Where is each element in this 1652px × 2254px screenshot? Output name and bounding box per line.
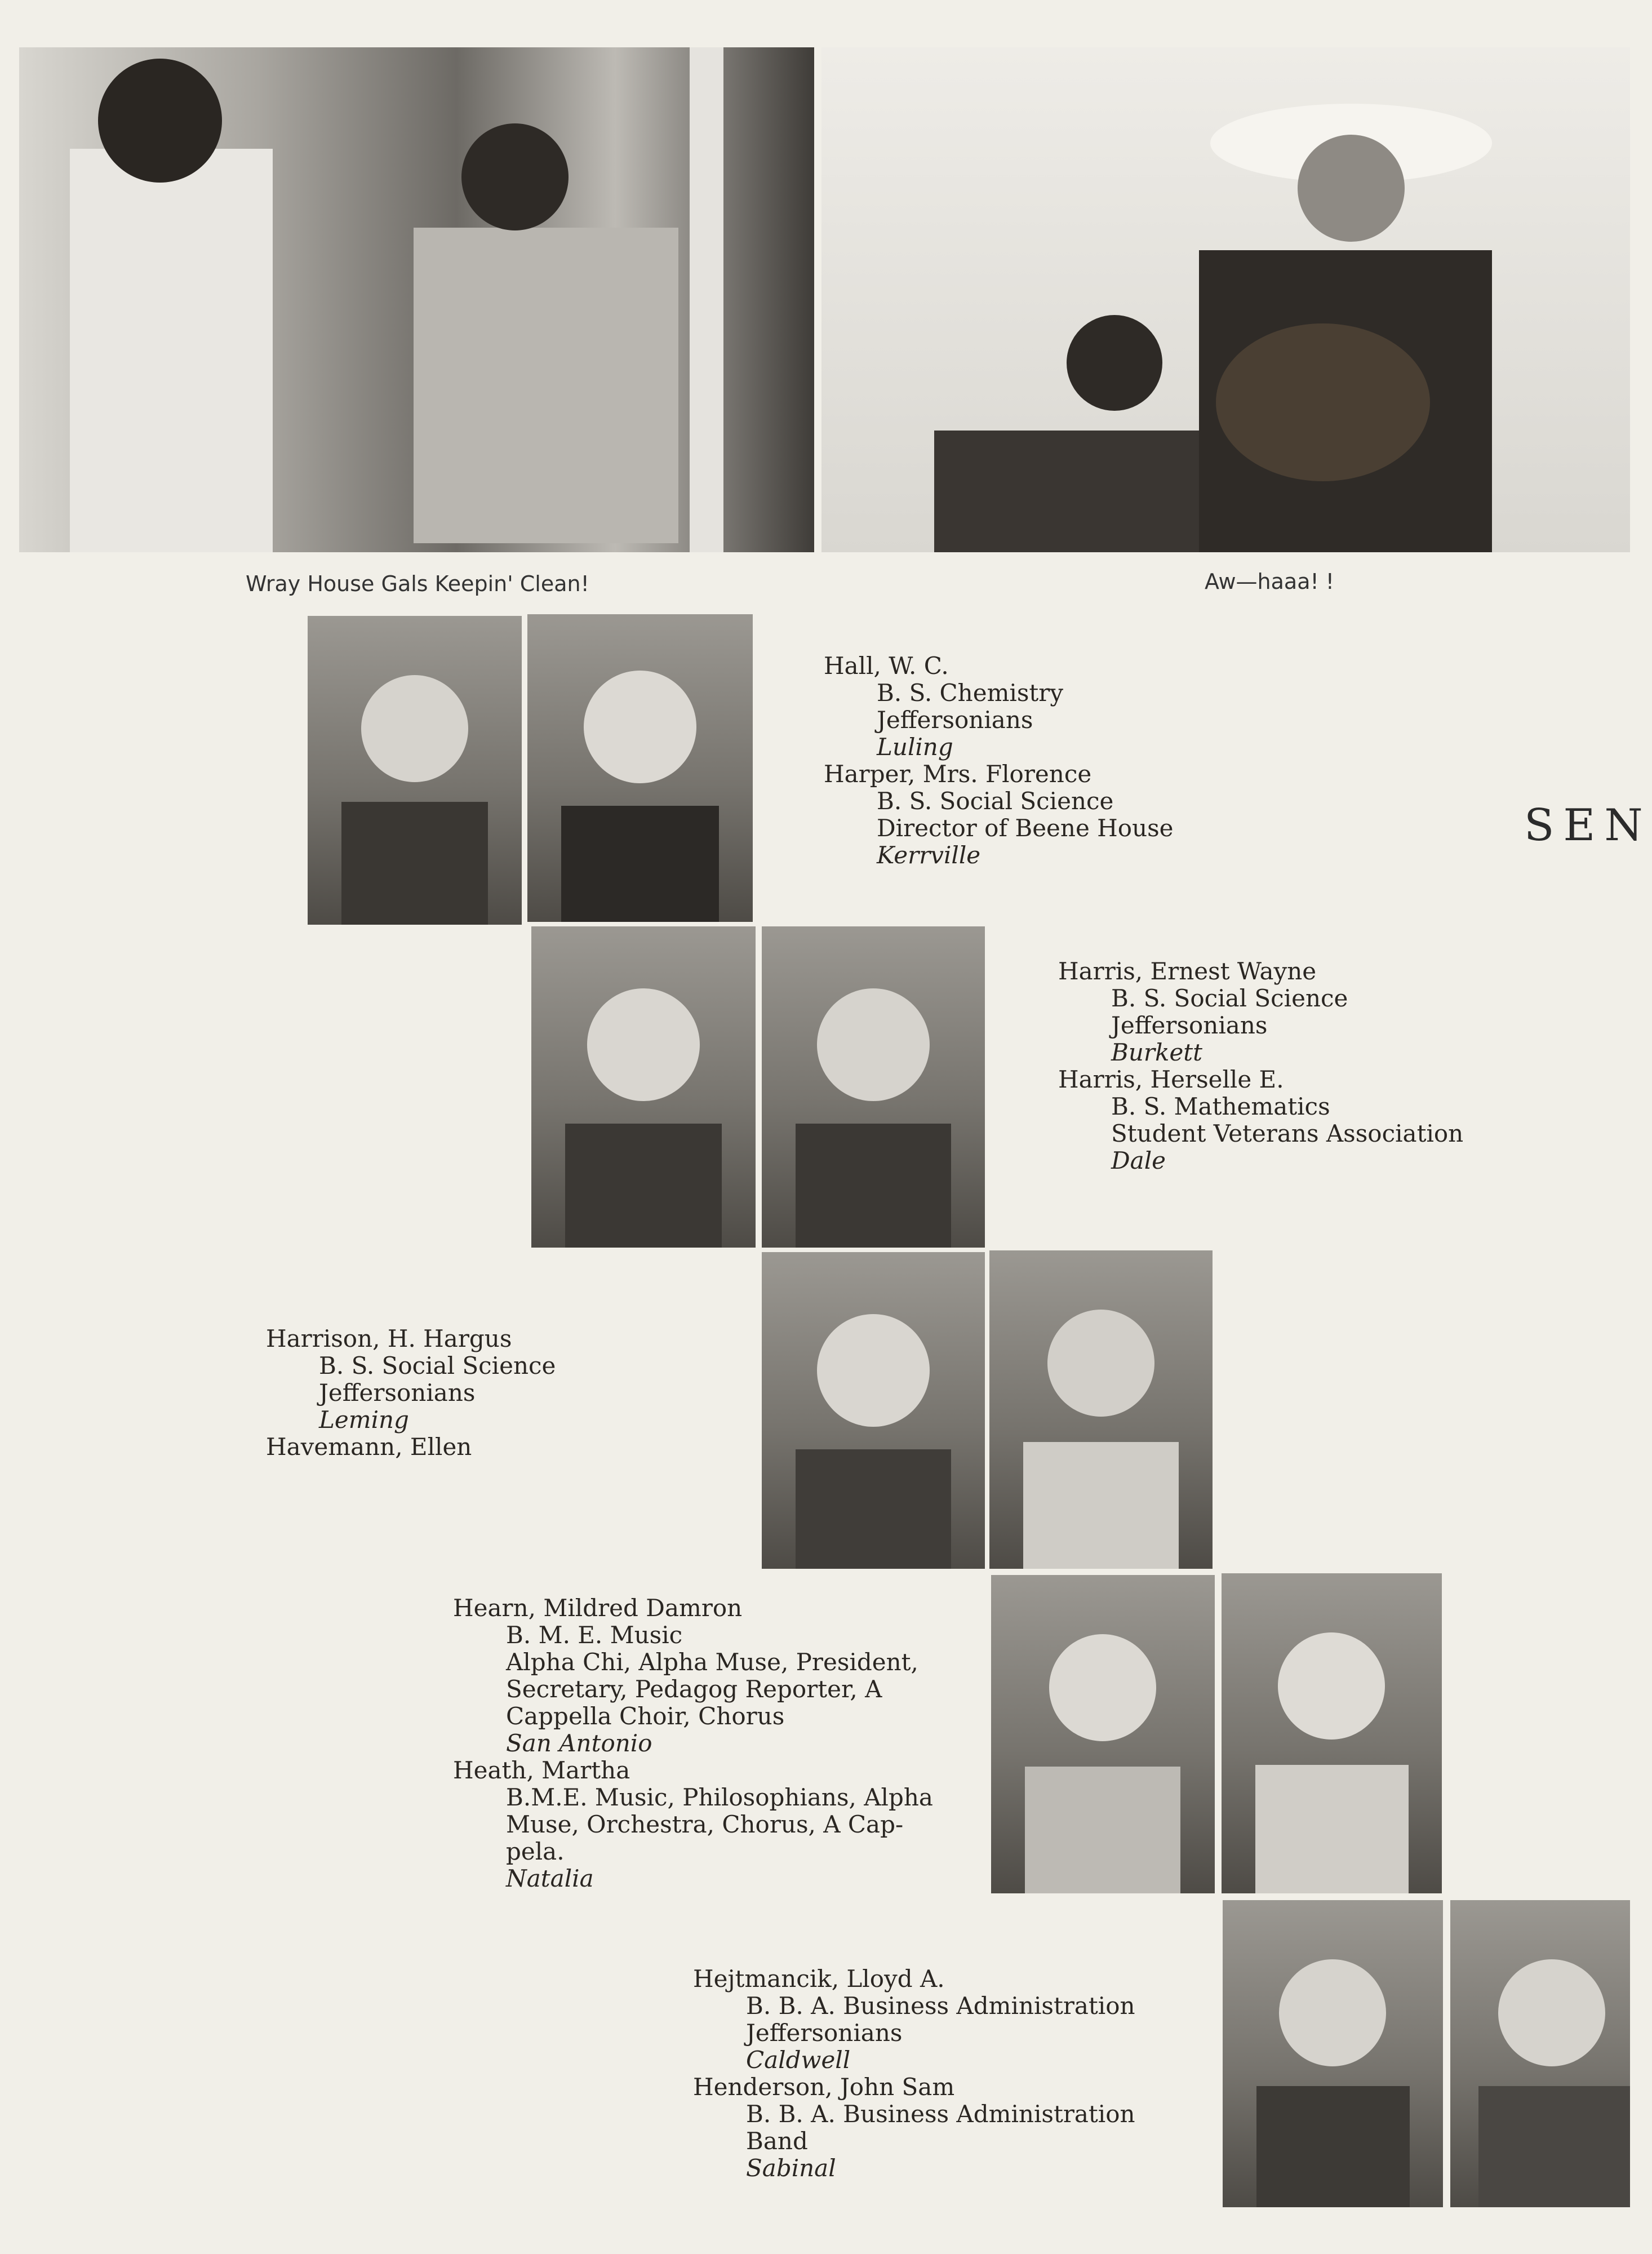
entry-town: Sabinal bbox=[746, 2154, 836, 2182]
entry-line: B.M.E. Music, Philosophians, Alpha bbox=[506, 1783, 933, 1811]
portrait-havemann bbox=[989, 1250, 1213, 1569]
candid-photo-musicians bbox=[821, 47, 1630, 552]
entry-line: Jeffersonians bbox=[319, 1379, 476, 1406]
entry-name: Harris, Ernest Wayne bbox=[1058, 957, 1317, 985]
portrait-heath bbox=[1222, 1573, 1442, 1893]
entry-line: Cappella Choir, Chorus bbox=[506, 1702, 785, 1730]
portrait-harris-herselle bbox=[762, 926, 985, 1248]
entry-line: Jeffersonians bbox=[746, 2019, 903, 2047]
entry-line: Jeffersonians bbox=[877, 706, 1033, 734]
entry-name: Harper, Mrs. Florence bbox=[824, 760, 1092, 788]
portrait-harper bbox=[527, 614, 753, 922]
entry-name: Heath, Martha bbox=[453, 1756, 630, 1784]
entry-group-hall-harper bbox=[824, 653, 1174, 869]
entry-line: Muse, Orchestra, Chorus, A Cap- bbox=[506, 1811, 904, 1838]
entry-town: Caldwell bbox=[746, 2046, 851, 2074]
portrait-harrison bbox=[762, 1252, 985, 1569]
portrait-harris-ernest bbox=[531, 926, 756, 1248]
entry-town: San Antonio bbox=[506, 1729, 652, 1757]
entry-name: Harrison, H. Hargus bbox=[266, 1325, 512, 1352]
caption-left: Wray House Gals Keepin' Clean! bbox=[246, 571, 589, 596]
entry-name: Havemann, Ellen bbox=[266, 1433, 472, 1461]
entry-line: B. S. Social Science bbox=[319, 1352, 556, 1379]
candid-photo-bathroom bbox=[19, 47, 814, 552]
entry-line: B. S. Mathematics bbox=[1111, 1093, 1330, 1120]
entry-name: Hejtmancik, Lloyd A. bbox=[693, 1965, 945, 1993]
entry-line: Student Veterans Association bbox=[1111, 1120, 1464, 1147]
entry-line: Director of Beene House bbox=[877, 814, 1174, 842]
entry-name: Hall, W. C. bbox=[824, 652, 949, 680]
entry-line: Alpha Chi, Alpha Muse, President, bbox=[506, 1648, 918, 1676]
entry-town: Leming bbox=[319, 1406, 409, 1434]
entry-town: Burkett bbox=[1111, 1039, 1203, 1066]
entry-town: Luling bbox=[877, 733, 953, 761]
caption-right: Aw—haaa! ! bbox=[1205, 569, 1335, 594]
entry-group-hearn-heath bbox=[453, 1595, 933, 1892]
entry-line: Jeffersonians bbox=[1111, 1011, 1268, 1039]
entry-line: B. S. Chemistry bbox=[877, 679, 1064, 707]
portrait-henderson bbox=[1450, 1900, 1630, 2207]
side-title: SEN bbox=[1524, 800, 1652, 851]
entry-line: Band bbox=[746, 2127, 808, 2155]
portrait-hearn bbox=[991, 1575, 1215, 1893]
entry-town: Natalia bbox=[506, 1865, 594, 1892]
entry-name: Henderson, John Sam bbox=[693, 2073, 955, 2101]
entry-line: B. B. A. Business Administration bbox=[746, 2100, 1135, 2128]
entry-group-harrison-havemann bbox=[266, 1325, 556, 1461]
entry-line: B. S. Social Science bbox=[1111, 984, 1348, 1012]
entry-group-hejtmancik-henderson bbox=[693, 1965, 1135, 2182]
entry-line: B. M. E. Music bbox=[506, 1621, 683, 1649]
entry-name: Hearn, Mildred Damron bbox=[453, 1594, 743, 1622]
portrait-hall bbox=[308, 616, 522, 925]
entry-town: Kerrville bbox=[877, 841, 981, 869]
entry-group-harris bbox=[1058, 958, 1463, 1174]
entry-line: B. B. A. Business Administration bbox=[746, 1992, 1135, 2020]
entry-name: Harris, Herselle E. bbox=[1058, 1066, 1284, 1093]
entry-line: B. S. Social Science bbox=[877, 787, 1114, 815]
entry-town: Dale bbox=[1111, 1147, 1166, 1174]
portrait-hejtmancik bbox=[1223, 1900, 1443, 2207]
entry-line: Secretary, Pedagog Reporter, A bbox=[506, 1675, 882, 1703]
entry-line: pela. bbox=[506, 1838, 565, 1865]
